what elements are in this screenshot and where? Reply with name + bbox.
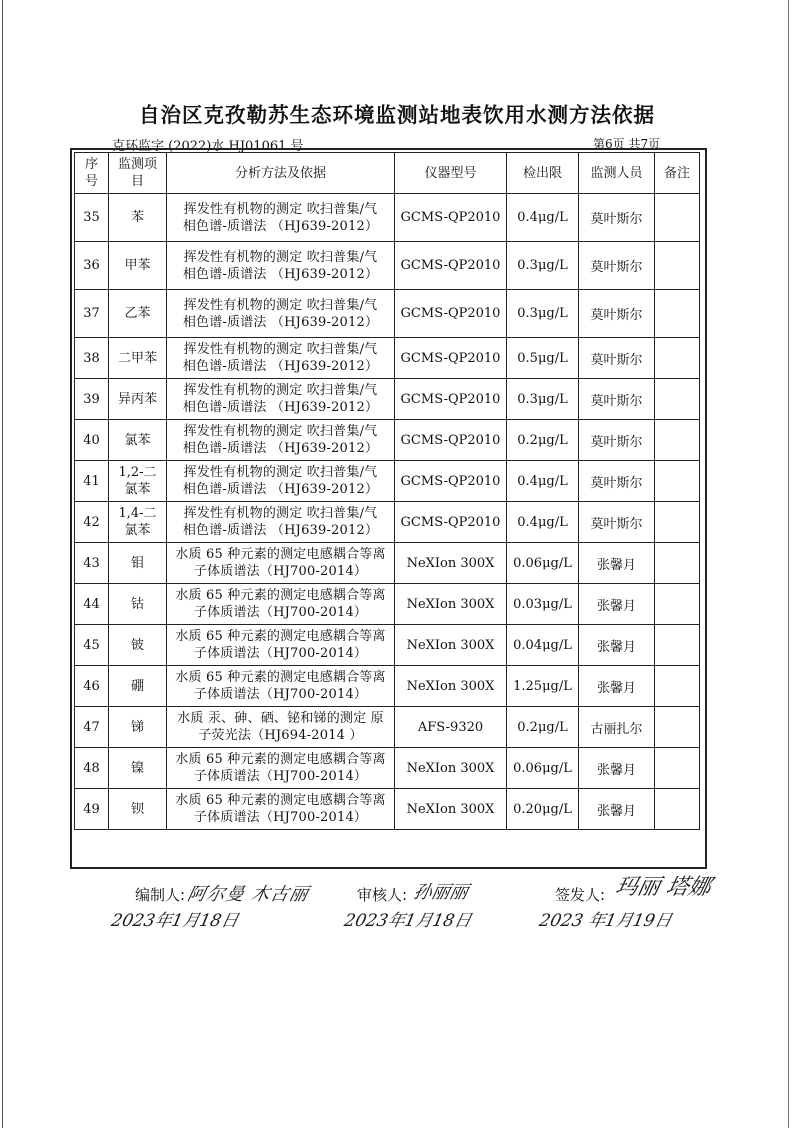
cell-person: 张馨月 [579,666,655,707]
cell-instrument: NeXIon 300X [395,625,507,666]
cell-person: 莫叶斯尔 [579,338,655,379]
cell-no: 37 [75,290,109,338]
cell-method: 挥发性有机物的测定 吹扫普集/气 相色谱-质谱法 （HJ639-2012） [167,290,395,338]
cell-method: 挥发性有机物的测定 吹扫普集/气 相色谱-质谱法 （HJ639-2012） [167,194,395,242]
cell-method: 水质 65 种元素的测定电感耦合等离 子体质谱法（HJ700-2014） [167,789,395,830]
header-no: 序 号 [75,153,109,194]
cell-person: 莫叶斯尔 [579,290,655,338]
cell-limit: 0.4μg/L [507,194,579,242]
cell-remark [655,584,700,625]
cell-item: 乙苯 [109,290,167,338]
cell-limit: 0.06μg/L [507,543,579,584]
cell-no: 42 [75,502,109,543]
scan-edge-right [788,0,789,1128]
cell-remark [655,543,700,584]
reviewer-signature: 孙丽丽 [411,882,470,903]
cell-item: 甲苯 [109,242,167,290]
table-row [75,625,700,666]
cell-item: 镍 [109,748,167,789]
header-person: 监测人员 [579,153,655,194]
cell-person: 张馨月 [579,625,655,666]
table-row [75,379,700,420]
cell-instrument: AFS-9320 [395,707,507,748]
table-row [75,707,700,748]
issuer-date: 2023 年1月19日 [537,911,674,931]
cell-instrument: GCMS-QP2010 [395,242,507,290]
cell-method: 挥发性有机物的测定 吹扫普集/气 相色谱-质谱法 （HJ639-2012） [167,379,395,420]
table-row [75,338,700,379]
cell-instrument: NeXIon 300X [395,666,507,707]
table-row [75,748,700,789]
cell-person: 张馨月 [579,789,655,830]
methods-table [74,152,700,830]
cell-no: 41 [75,461,109,502]
cell-person: 莫叶斯尔 [579,502,655,543]
cell-item: 二甲苯 [109,338,167,379]
cell-limit: 0.4μg/L [507,461,579,502]
cell-item: 铍 [109,625,167,666]
cell-remark [655,194,700,242]
cell-no: 43 [75,543,109,584]
reviewer-date: 2023年1月18日 [342,911,474,931]
cell-method: 挥发性有机物的测定 吹扫普集/气 相色谱-质谱法 （HJ639-2012） [167,338,395,379]
cell-limit: 0.06μg/L [507,748,579,789]
cell-remark [655,502,700,543]
issuer-signature: 玛丽 塔娜 [612,875,714,900]
header-instrument: 仪器型号 [395,153,507,194]
cell-person: 莫叶斯尔 [579,242,655,290]
cell-remark [655,748,700,789]
cell-item: 锑 [109,707,167,748]
cell-limit: 0.04μg/L [507,625,579,666]
cell-no: 45 [75,625,109,666]
table-row [75,461,700,502]
cell-item: 硼 [109,666,167,707]
cell-instrument: GCMS-QP2010 [395,420,507,461]
cell-instrument: GCMS-QP2010 [395,338,507,379]
cell-remark [655,338,700,379]
cell-method: 水质 65 种元素的测定电感耦合等离 子体质谱法（HJ700-2014） [167,584,395,625]
cell-no: 40 [75,420,109,461]
cell-person: 张馨月 [579,543,655,584]
cell-remark [655,666,700,707]
cell-no: 35 [75,194,109,242]
cell-method: 挥发性有机物的测定 吹扫普集/气 相色谱-质谱法 （HJ639-2012） [167,461,395,502]
table-row [75,789,700,830]
document-title: 自治区克孜勒苏生态环境监测站地表饮用水测方法依据 [139,103,655,127]
cell-limit: 0.20μg/L [507,789,579,830]
cell-instrument: GCMS-QP2010 [395,379,507,420]
cell-method: 水质 汞、砷、硒、铋和锑的测定 原 子荧光法（HJ694-2014 ） [167,707,395,748]
cell-person: 莫叶斯尔 [579,379,655,420]
cell-item: 1,4-二 氯苯 [109,502,167,543]
cell-limit: 0.2μg/L [507,707,579,748]
cell-no: 48 [75,748,109,789]
cell-remark [655,789,700,830]
cell-method: 挥发性有机物的测定 吹扫普集/气 相色谱-质谱法 （HJ639-2012） [167,420,395,461]
cell-limit: 0.2μg/L [507,420,579,461]
cell-method: 水质 65 种元素的测定电感耦合等离 子体质谱法（HJ700-2014） [167,748,395,789]
cell-method: 挥发性有机物的测定 吹扫普集/气 相色谱-质谱法 （HJ639-2012） [167,502,395,543]
cell-instrument: NeXIon 300X [395,789,507,830]
editor-label: 编制人: [135,886,186,904]
cell-instrument: GCMS-QP2010 [395,194,507,242]
cell-limit: 0.4μg/L [507,502,579,543]
cell-item: 苯 [109,194,167,242]
cell-person: 莫叶斯尔 [579,194,655,242]
cell-no: 46 [75,666,109,707]
issuer-label: 签发人: [555,886,606,904]
cell-limit: 1.25μg/L [507,666,579,707]
cell-person: 古丽扎尔 [579,707,655,748]
cell-no: 36 [75,242,109,290]
cell-no: 38 [75,338,109,379]
cell-limit: 0.3μg/L [507,290,579,338]
cell-no: 49 [75,789,109,830]
cell-remark [655,290,700,338]
cell-method: 挥发性有机物的测定 吹扫普集/气 相色谱-质谱法 （HJ639-2012） [167,242,395,290]
header-method: 分析方法及依据 [167,153,395,194]
header-limit: 检出限 [507,153,579,194]
reviewer-label: 审核人: [357,886,408,904]
cell-remark [655,625,700,666]
cell-remark [655,379,700,420]
header-item: 监测项 目 [109,153,167,194]
table-row [75,194,700,242]
cell-item: 钴 [109,584,167,625]
table-row [75,543,700,584]
table-row [75,420,700,461]
cell-instrument: NeXIon 300X [395,584,507,625]
cell-limit: 0.03μg/L [507,584,579,625]
cell-instrument: GCMS-QP2010 [395,290,507,338]
scan-edge-left [2,0,3,1128]
table-row [75,584,700,625]
cell-item: 1,2-二 氯苯 [109,461,167,502]
cell-method: 水质 65 种元素的测定电感耦合等离 子体质谱法（HJ700-2014） [167,625,395,666]
cell-item: 异丙苯 [109,379,167,420]
cell-instrument: NeXIon 300X [395,748,507,789]
page-info: 第6页 共7页 [593,137,661,151]
cell-instrument: GCMS-QP2010 [395,502,507,543]
cell-person: 张馨月 [579,584,655,625]
cell-item: 氯苯 [109,420,167,461]
cell-remark [655,461,700,502]
cell-limit: 0.3μg/L [507,242,579,290]
cell-no: 47 [75,707,109,748]
cell-remark [655,420,700,461]
header-remark: 备注 [655,153,700,194]
cell-no: 44 [75,584,109,625]
cell-method: 水质 65 种元素的测定电感耦合等离 子体质谱法（HJ700-2014） [167,666,395,707]
table-row [75,666,700,707]
cell-item: 钼 [109,543,167,584]
cell-person: 莫叶斯尔 [579,461,655,502]
cell-limit: 0.3μg/L [507,379,579,420]
cell-item: 钡 [109,789,167,830]
table-row [75,502,700,543]
cell-remark [655,707,700,748]
cell-limit: 0.5μg/L [507,338,579,379]
table-header-row [75,153,700,194]
cell-no: 39 [75,379,109,420]
cell-instrument: NeXIon 300X [395,543,507,584]
cell-person: 莫叶斯尔 [579,420,655,461]
cell-remark [655,242,700,290]
cell-person: 张馨月 [579,748,655,789]
cell-instrument: GCMS-QP2010 [395,461,507,502]
cell-method: 水质 65 种元素的测定电感耦合等离 子体质谱法（HJ700-2014） [167,543,395,584]
editor-signature: 阿尔曼 木古丽 [185,884,311,905]
document-number: 克环监字 (2022)水 HJ01061 号 [112,139,304,154]
table-row [75,290,700,338]
editor-date: 2023年1月18日 [109,911,241,931]
table-row [75,242,700,290]
